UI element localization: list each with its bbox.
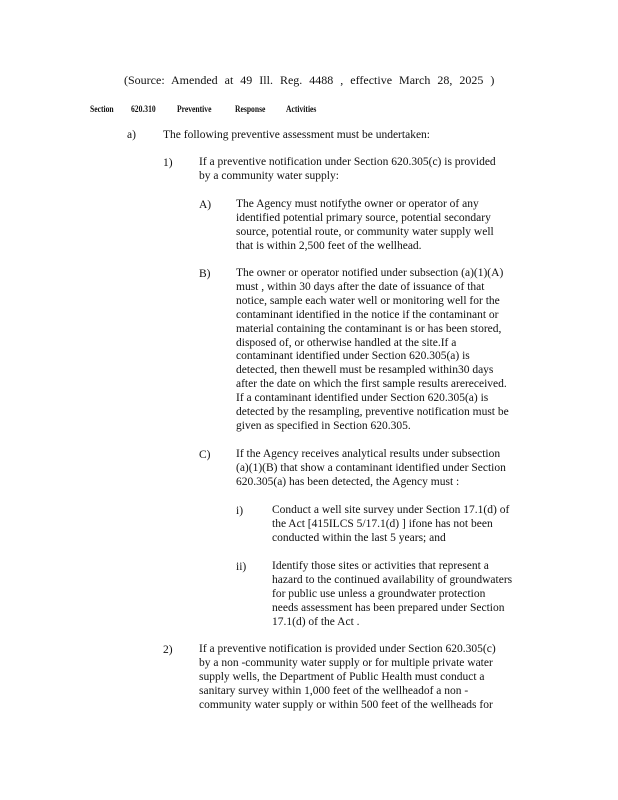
source-note: (Source: Amended at 49 Ill. Reg. 4488 , effective March 28, 2025 ) xyxy=(124,73,495,87)
item-1B-line: The owner or operator notified under subsection (a)(1)(A) xyxy=(236,267,504,279)
item-1A-line: identified potential primary source, potential secondary xyxy=(236,211,491,224)
item-1C-line: If the Agency receives analytical results under subsection xyxy=(236,448,501,460)
item-1Ci-line: the Act [415ILCS 5/17.1(d) ] ifone has not been xyxy=(272,517,493,530)
item-2-line: If a preventive notification is provided under Section 620.305(c) xyxy=(199,643,496,655)
item-2-line: community water supply or within 500 feet of the wellheads for xyxy=(199,698,493,711)
item-1Cii-line: 17.1(d) of the Act . xyxy=(272,615,360,628)
item-1-label: 1) xyxy=(163,157,173,169)
item-1B-text xyxy=(236,267,516,434)
item-1A-text xyxy=(236,198,506,254)
item-1B-line: notice, sample each water well or monitoring well for the xyxy=(236,294,500,307)
item-1A-label: A) xyxy=(199,199,212,211)
section-title-word-2: Response xyxy=(235,105,266,115)
item-2-text xyxy=(199,643,505,713)
subsection-a-text: The following preventive assessment must be undertaken: xyxy=(163,129,430,141)
item-1Cii-line: hazard to the continued availability of groundwaters xyxy=(272,573,513,586)
item-1Cii-line: Identify those sites or activities that represent a xyxy=(272,560,489,572)
item-1A-line: The Agency must notifythe owner or operator of any xyxy=(236,198,479,210)
item-1B-line: contaminant identified under Section 620.305(a) is xyxy=(236,350,470,363)
item-1B-line: after the date on which the first sample results arereceived. xyxy=(236,378,507,391)
item-2-line: by a non -community water supply or for multiple private water xyxy=(199,656,493,669)
item-1B-line: material containing the contaminant is or has been stored, xyxy=(236,322,502,335)
item-1Cii-text xyxy=(272,560,514,630)
item-1B-label: B) xyxy=(199,268,211,280)
item-1C-label: C) xyxy=(199,449,211,461)
item-2-label: 2) xyxy=(163,644,173,656)
item-1Cii-line: for public use unless a groundwater protection xyxy=(272,587,486,600)
item-1B-line: given as specified in Section 620.305. xyxy=(236,419,411,432)
item-1Cii-line: needs assessment has been prepared under Section xyxy=(272,601,505,614)
item-1A-line: source, potential route, or community water supply well xyxy=(236,225,494,238)
item-1Ci-line: conducted within the last 5 years; and xyxy=(272,531,446,544)
subsection-a-label: a) xyxy=(127,129,136,141)
item-1Cii-label: ii) xyxy=(236,561,247,573)
item-2-line: sanitary survey within 1,000 feet of the wellheadof a non - xyxy=(199,684,469,697)
item-1-line: If a preventive notification under Section 620.305(c) is provided xyxy=(199,156,496,168)
item-1C-line: 620.305(a) has been detected, the Agency must : xyxy=(236,475,460,488)
item-1B-line: If a contaminant identified under Section 620.305(a) is xyxy=(236,392,489,405)
item-2-line: supply wells, the Department of Public Health must conduct a xyxy=(199,670,485,683)
item-1B-line: detected, then thewell must be resampled within30 days xyxy=(236,364,494,377)
item-1C-text xyxy=(236,448,514,490)
item-1-text xyxy=(199,156,505,184)
section-number: 620.310 xyxy=(131,105,156,115)
item-1B-line: disposed of, or otherwise handled at the site.If a xyxy=(236,336,457,349)
item-1B-line: contaminant identified in the notice if the contaminant or xyxy=(236,308,499,321)
section-title-word-3: Activities xyxy=(286,105,317,115)
section-label: Section xyxy=(90,105,114,115)
item-1-line: by a community water supply: xyxy=(199,169,339,182)
item-1Ci-label: i) xyxy=(236,505,244,517)
item-1Ci-line: Conduct a well site survey under Section 17.1(d) of xyxy=(272,504,510,516)
item-1B-line: must , within 30 days after the date of issuance of that xyxy=(236,280,485,293)
item-1B-line: detected by the resampling, preventive notification must be xyxy=(236,406,509,419)
item-1C-line: (a)(1)(B) that show a contaminant identified under Section xyxy=(236,461,506,474)
item-1A-line: that is within 2,500 feet of the wellhead. xyxy=(236,239,422,252)
section-title-word-1: Preventive xyxy=(177,105,212,115)
item-1Ci-text xyxy=(272,504,518,546)
